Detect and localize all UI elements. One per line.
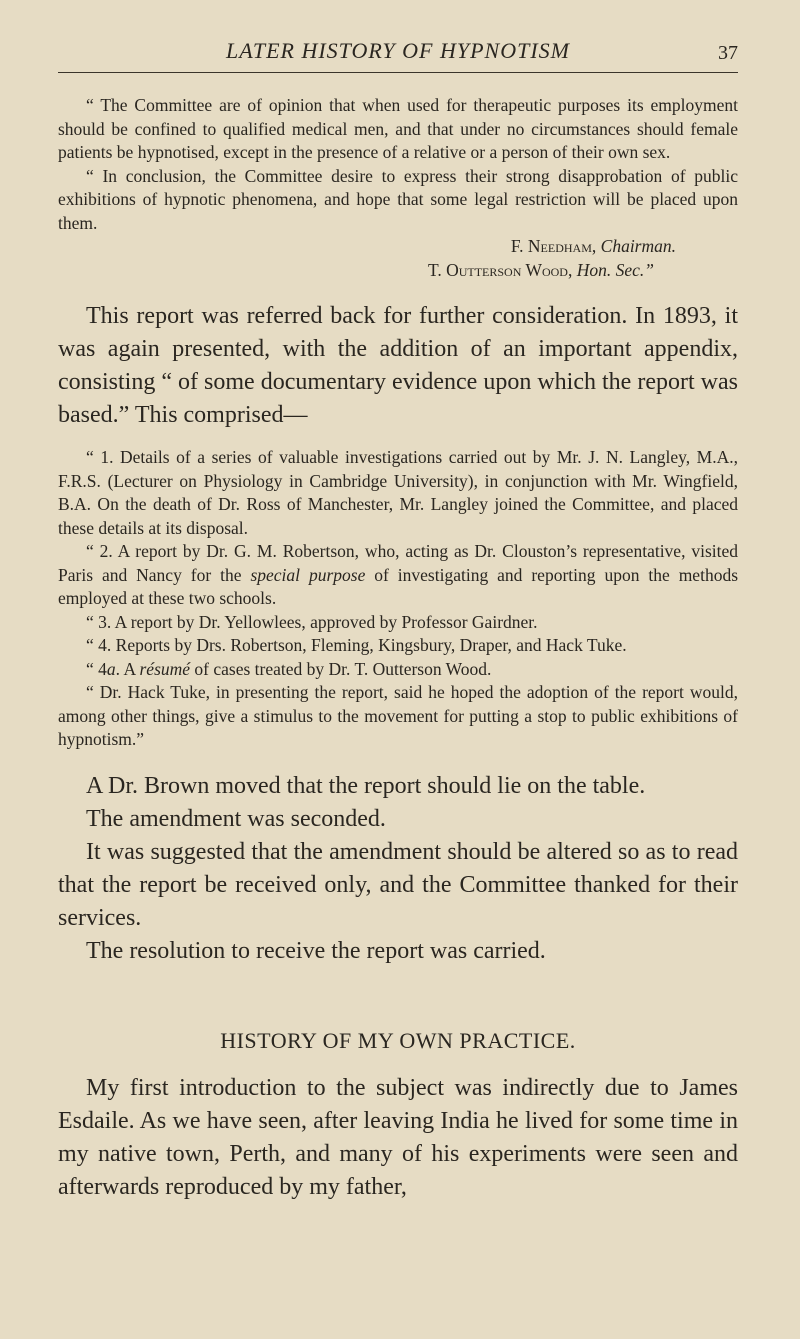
text-run: of investigating and reporting upon the methods employed at these two schools. <box>58 564 739 608</box>
body-paragraph: The resolution to receive the report was carried. <box>86 937 546 964</box>
body-section-1 <box>58 300 738 432</box>
header-rule <box>58 72 738 73</box>
emphasis-text: résumé <box>139 658 191 679</box>
page-header <box>58 0 738 80</box>
quote-paragraph: “ 4. Reports by Drs. Robertson, Fleming, Kingsbury, Draper, and Hack Tuke. <box>86 635 627 655</box>
body-paragraph: It was suggested that the amendment should be altered so as to read that the report be received only, and the Committee thanked for their services. <box>58 838 738 931</box>
appendix-quote <box>58 446 738 752</box>
signature-chairman <box>58 235 738 259</box>
signatory-title: Chairman. <box>600 236 676 256</box>
body-section-2 <box>58 770 738 968</box>
quote-paragraph: “ The Committee are of opinion that when used for therapeutic purposes its employment should be confined to qualified medical men, and that under no circumstances should female patients be hypnotised, except in the presence of a relative or a person of their own sex. <box>58 95 738 162</box>
body-paragraph: My first introduction to the subject was indirectly due to James Esdaile. As we have seen, after leaving India he lived for some time in my native town, Perth, and many of his experiments were seen and afterwards reproduced by my father, <box>58 1074 738 1200</box>
body-paragraph: A Dr. Brown moved that the report should lie on the table. <box>86 772 646 799</box>
body-section-3 <box>58 1072 738 1204</box>
page-number: 37 <box>718 42 738 64</box>
body-paragraph: This report was referred back for further consideration. In 1893, it was again presented, with the addition of an important appendix, consisting “ of some documentary evidence upon which the report was based.” This comprised— <box>58 303 738 428</box>
quote-paragraph: “ 3. A report by Dr. Yellowlees, approved by Professor Gairdner. <box>86 611 538 632</box>
signatory-name: T. Outterson Wood, <box>427 259 573 280</box>
section-heading: HISTORY OF MY OWN PRACTICE. <box>220 1027 576 1053</box>
emphasis-text: a <box>106 658 116 679</box>
quote-paragraph: “ Dr. Hack Tuke, in presenting the report, said he hoped the adoption of the report would, among other things, give a stimulus to the movement for putting a stop to public exhibitions of hypnotism.” <box>58 682 738 749</box>
quote-paragraph <box>58 540 738 611</box>
committee-quote <box>58 94 738 282</box>
text-run: . A <box>115 658 140 679</box>
running-head: LATER HISTORY OF HYPNOTISM <box>225 38 571 63</box>
quote-paragraph <box>58 658 738 682</box>
quote-paragraph: “ 1. Details of a series of valuable investigations carried out by Mr. J. N. Langley, M.A., F.R.S. (Lecturer on Physiology in Cambridge University), in conjunction with Mr. Wingfield, B.A. On the death of Dr. Ross of Manchester, Mr. Langley joined the Committee, and placed these details at its disposal. <box>58 447 738 538</box>
text-run: of cases treated by Dr. T. Outterson Wood. <box>190 658 492 679</box>
text-run: “ 4 <box>86 658 107 679</box>
text-run: “ 2. A report by Dr. G. M. Robertson, who, acting as Dr. Clouston’s representative, visited Paris and Nancy for the <box>58 541 738 585</box>
quote-paragraph: “ In conclusion, the Committee desire to express their strong disapprobation of public exhibitions of hypnotic phenomena, and hope that some legal restriction will be placed upon them. <box>58 165 738 233</box>
signatory-title: Hon. Sec.” <box>576 259 654 280</box>
emphasis-text: special purpose <box>250 564 366 585</box>
body-paragraph: The amendment was seconded. <box>86 805 386 832</box>
signatory-name: F. Needham, <box>510 236 597 256</box>
signature-secretary <box>58 259 738 283</box>
